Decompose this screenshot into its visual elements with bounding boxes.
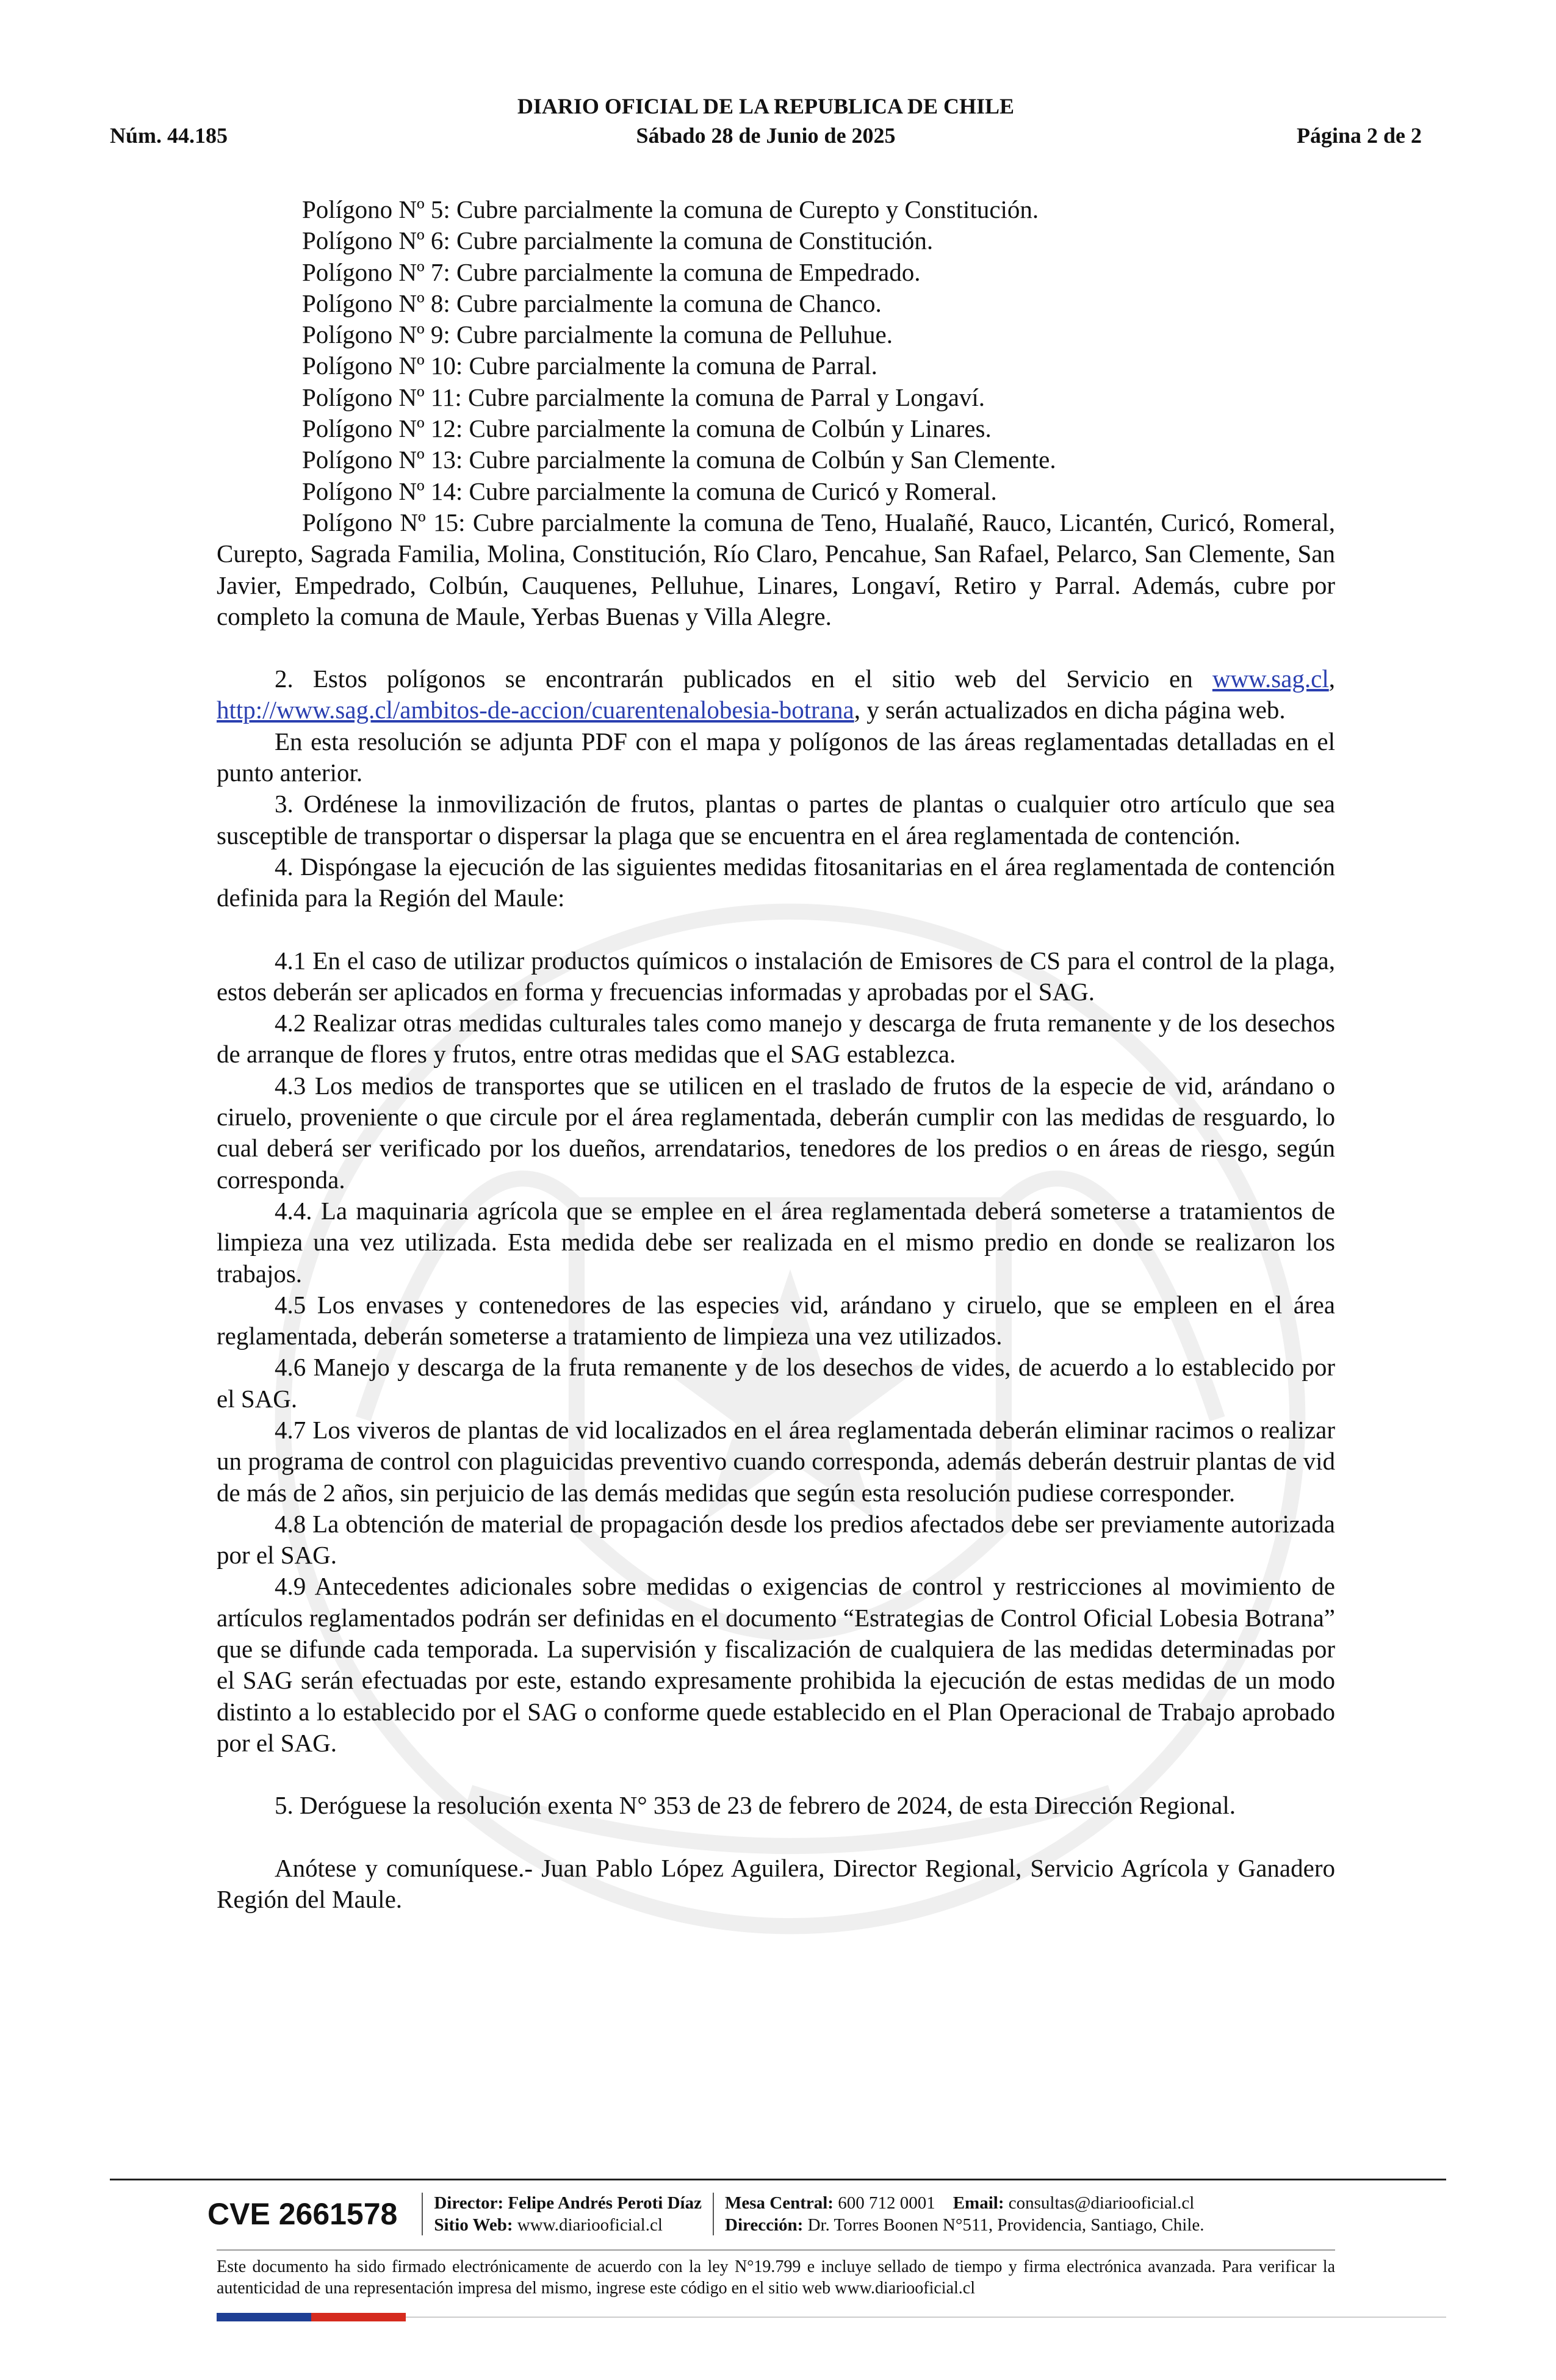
closing-paragraph: Anótese y comuníquese.- Juan Pablo López Aguilera, Director Regional, Servicio Agrícola y Ganadero Región del Maule. [217,1853,1335,1913]
cve-code: CVE 2661578 [207,2197,398,2231]
flag-blue-segment [217,2313,311,2321]
pdf-note-paragraph: En esta resolución se adjunta PDF con el mapa y polígonos de las áreas reglamentadas detalladas en el punto anterior. [217,727,1335,787]
measure-item: 4.9 Antecedentes adicionales sobre medidas o exigencias de control y restricciones al movimiento de artículos reglamentados podrán ser definidas en el documento “Estrategias de Control Oficial Lobesia Botrana” que se difunde cada temporada. La supervisión y fiscalización de cualquiera de las medidas determinadas por el SAG serán efectuadas por este, estando expresamente prohibida la ejecución de estas medidas de un modo distinto a lo establecido por el SAG o conforme quede establecido en el Plan Operacional de Trabajo aprobado por el SAG. [217,1572,1335,1757]
polygon-item: Polígono Nº 10: Cubre parcialmente la comuna de Parral. [302,352,877,380]
polygon-item: Polígono Nº 12: Cubre parcialmente la comuna de Colbún y Linares. [302,414,992,443]
item-2-paragraph [217,663,1335,726]
item-5-paragraph: 5. Deróguese la resolución exenta N° 353 de 23 de febrero de 2024, de esta Dirección Regional. [275,1791,1236,1820]
measure-item: 4.3 Los medios de transportes que se utilicen en el traslado de frutos de la especie de vid, arándano o ciruelo, proveniente o que circule por el área reglamentada, deberán cumplir con las medidas de resguardo, lo cual deberá ser verificado por los dueños, arrendatarios, tenedores de los predios o en áreas de riesgo, según corresponda. [217,1071,1335,1194]
measures-list [217,945,1335,1759]
site-label: Sitio Web: [434,2215,513,2235]
mesa-label: Mesa Central: [725,2193,834,2213]
site-value: www.diariooficial.cl [517,2215,663,2235]
item-2-text: 2. Estos polígonos se encontrarán publicados en el sitio web del Servicio en [275,665,1193,693]
page-header [110,92,1422,150]
polygon-item: Polígono Nº 9: Cubre parcialmente la comuna de Pelluhue. [302,320,893,349]
document-body [217,194,1335,1915]
item-3-paragraph: 3. Ordénese la inmovilización de frutos, plantas o partes de plantas o cualquier otro artículo que sea susceptible de transportar o dispersar la plaga que se encuentra en el área reglamentada de contención. [217,790,1335,849]
email-value: consultas@diariooficial.cl [1008,2193,1195,2213]
polygon-item: Polígono Nº 5: Cubre parcialmente la comuna de Curepto y Constitución. [302,195,1039,223]
polygon-15-paragraph: Polígono Nº 15: Cubre parcialmente la comuna de Teno, Hualañé, Rauco, Licantén, Curicó, Romeral, Curepto, Sagrada Familia, Molina, Constitución, Río Claro, Pencahue, San Rafael, Pelarco, San Clemente, San Javier, Empedrado, Colbún, Cauquenes, Pelluhue, Linares, Longaví, Retiro y Parral. Además, cubre por completo la comuna de Maule, Yerbas Buenas y Villa Alegre. [217,508,1335,630]
email-label: Email: [953,2193,1004,2213]
legal-notice: Este documento ha sido firmado electrónicamente de acuerdo con la ley N°19.799 e incluye sellado de tiempo y firma electrónica avanzada. Para verificar la autenticidad de una representación impresa del mismo, ingrese este código en el sitio web www.diariooficial.cl [217,2257,1335,2298]
measure-item: 4.7 Los viveros de plantas de vid localizados en el área reglamentada deberán eliminar racimos o realizar un programa de control con plaguicidas preventivo cuando corresponda, además deberán destruir plantas de vid de más de 2 años, sin perjuicio de las demás medidas que según esta resolución pudiese corresponder. [217,1415,1335,1507]
page-number: Página 2 de 2 [1296,123,1422,148]
sag-website-link[interactable]: www.sag.cl [1212,665,1329,693]
footer-director-block [434,2192,702,2236]
polygon-item: Polígono Nº 7: Cubre parcialmente la comuna de Empedrado. [302,258,921,286]
footer-separator [422,2193,423,2235]
polygon-item: Polígono Nº 8: Cubre parcialmente la comuna de Chanco. [302,289,882,317]
gazette-title: DIARIO OFICIAL DE LA REPUBLICA DE CHILE [517,94,1015,118]
polygon-item: Polígono Nº 11: Cubre parcialmente la comuna de Parral y Longaví. [302,383,985,411]
issue-date: Sábado 28 de Junio de 2025 [636,123,896,148]
polygon-item: Polígono Nº 6: Cubre parcialmente la comuna de Constitución. [302,226,934,255]
footer-inner-divider [217,2249,1335,2251]
polygon-list [217,194,1335,632]
polygon-item: Polígono Nº 13: Cubre parcialmente la comuna de Colbún y San Clemente. [302,445,1056,474]
header-row [110,121,1422,150]
measure-item: 4.4. La maquinaria agrícola que se emplee en el área reglamentada deberá someterse a tratamientos de limpieza una vez utilizada. Esta medida debe ser realizada en el mismo predio en donde se realizaron los trabajos. [217,1196,1335,1288]
director-label: Director: [434,2193,504,2213]
director-name: Felipe Andrés Peroti Díaz [508,2193,702,2213]
item-2-comma: , [1328,665,1335,693]
address-label: Dirección: [725,2215,804,2235]
item-2-text-after: , y serán actualizados en dicha página web. [854,696,1286,724]
flag-red-segment [311,2313,406,2321]
mesa-value: 600 712 0001 [838,2193,935,2213]
item-4-paragraph: 4. Dispóngase la ejecución de las siguientes medidas fitosanitarias en el área reglamentada de contención definida para la Región del Maule: [217,852,1335,912]
page-footer [207,2190,1342,2238]
measure-item: 4.1 En el caso de utilizar productos químicos o instalación de Emisores de CS para el control de la plaga, estos deberán ser aplicados en forma y frecuencias informadas y aprobadas por el SAG. [217,946,1335,1006]
footer-contact-block [725,2192,1204,2236]
measure-item: 4.2 Realizar otras medidas culturales tales como manejo y descarga de fruta remanente y de los desechos de arranque de flores y frutos, entre otras medidas que el SAG establezca. [217,1009,1335,1069]
issue-number: Núm. 44.185 [110,123,228,148]
measure-item: 4.8 La obtención de material de propagación desde los predios afectados debe ser previamente autorizada por el SAG. [217,1509,1335,1570]
footer-divider [110,2179,1446,2180]
polygon-item: Polígono Nº 14: Cubre parcialmente la comuna de Curicó y Romeral. [302,477,997,505]
bottom-divider [406,2317,1446,2318]
footer-separator [713,2193,714,2235]
lobesia-quarantine-link[interactable]: http://www.sag.cl/ambitos-de-accion/cuarentenalobesia-botrana [217,696,854,724]
measure-item: 4.6 Manejo y descarga de la fruta remanente y de los desechos de vides, de acuerdo a lo establecido por el SAG. [217,1353,1335,1413]
measure-item: 4.5 Los envases y contenedores de las especies vid, arándano y ciruelo, que se empleen en el área reglamentada, deberán someterse a tratamiento de limpieza una vez utilizados. [217,1290,1335,1350]
address-value: Dr. Torres Boonen N°511, Providencia, Santiago, Chile. [807,2215,1205,2235]
flag-color-bar [217,2313,406,2321]
